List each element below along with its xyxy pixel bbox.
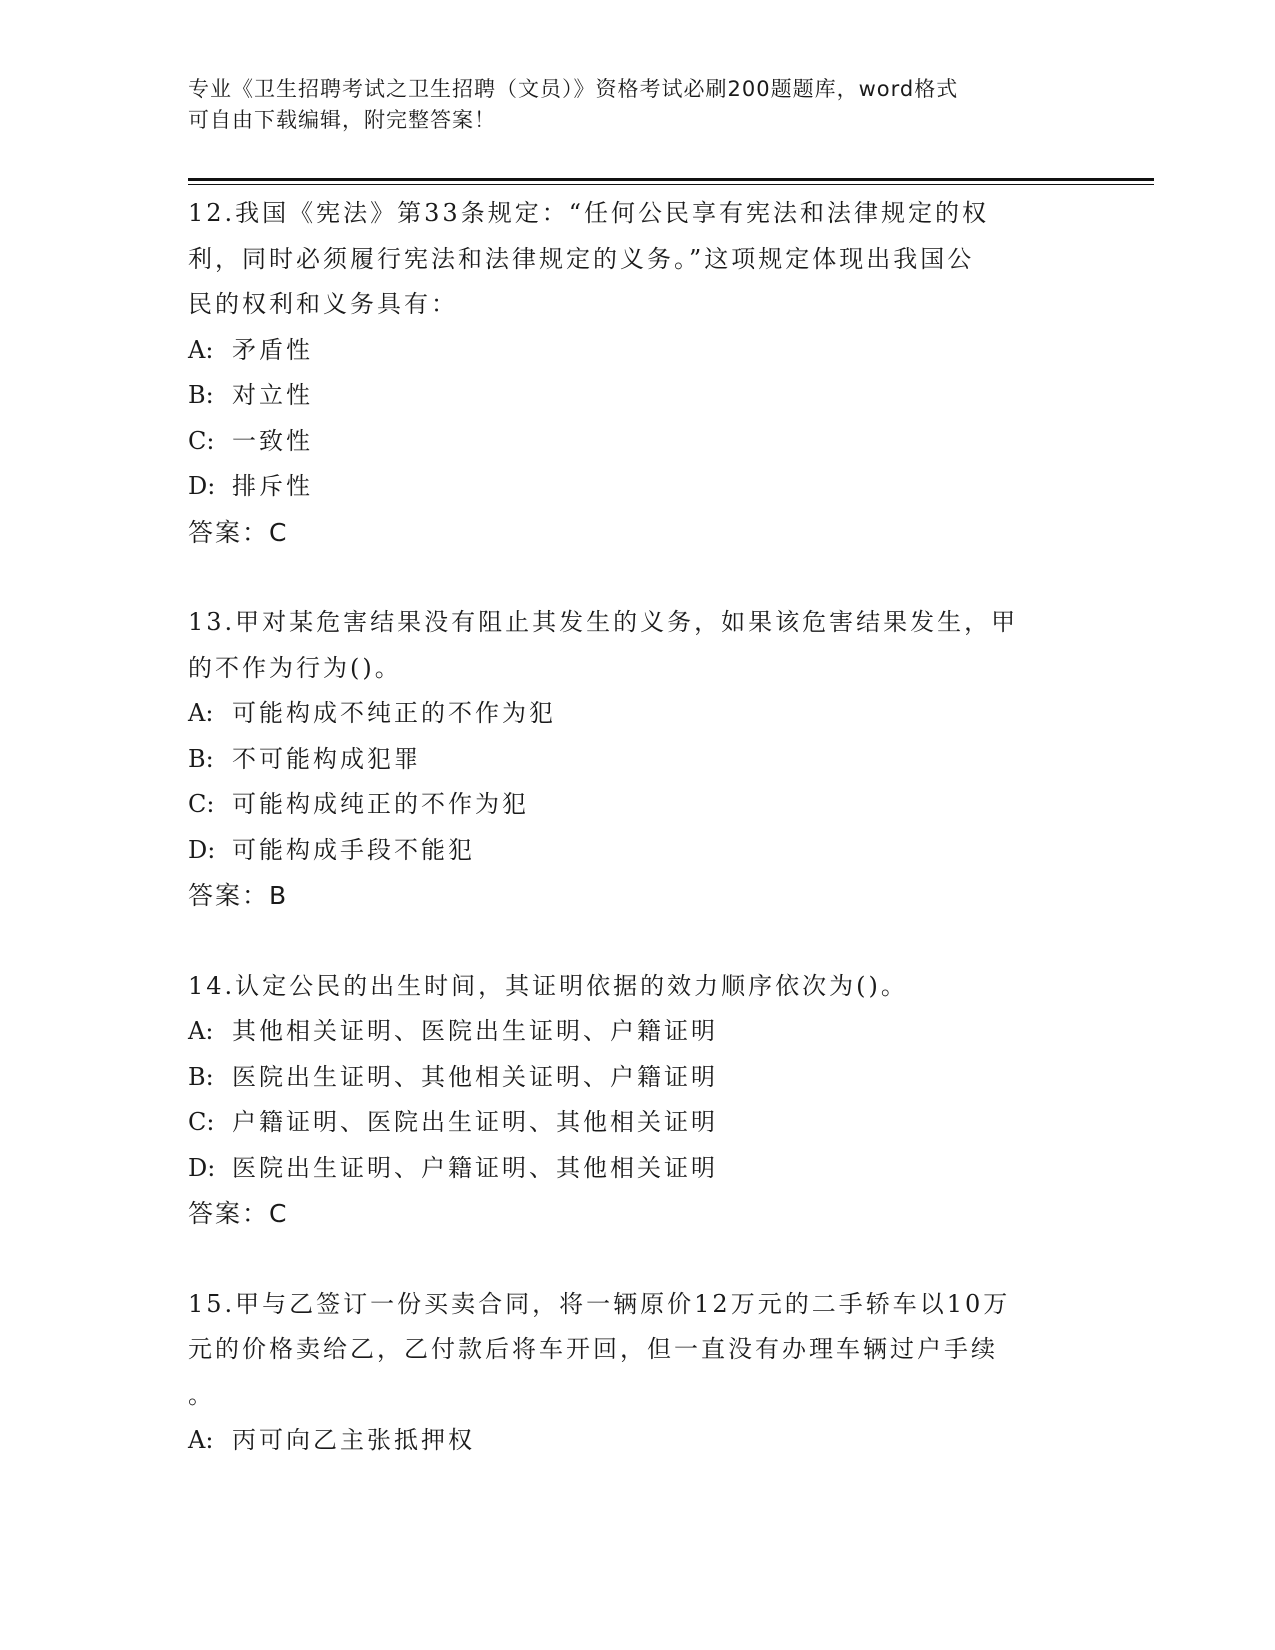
question-stem-line: 14.认定公民的出生时间，其证明依据的效力顺序依次为()。	[188, 971, 908, 1000]
option-label: C:	[188, 426, 215, 455]
option-label: D:	[188, 472, 216, 500]
option-label: A:	[188, 699, 214, 727]
document-header	[188, 74, 1088, 136]
option-item	[188, 419, 1088, 465]
question-stem-line: 12.我国《宪法》第33条规定：“任何公民享有宪法和法律规定的权	[188, 199, 989, 227]
option-label: C:	[188, 790, 215, 818]
option-item	[188, 373, 1088, 419]
option-text: 排斥性	[232, 472, 313, 500]
header-rule-thick	[188, 178, 1154, 181]
option-label: A:	[188, 1017, 214, 1045]
question-stem-line: 利，同时必须履行宪法和法律规定的义务。”这项规定体现出我国公	[188, 244, 975, 273]
option-text: 一致性	[232, 426, 313, 455]
option-text: 丙可向乙主张抵押权	[232, 1426, 475, 1454]
option-label: B:	[188, 381, 214, 409]
option-text: 不可能构成犯罪	[232, 744, 421, 773]
question-block	[188, 191, 1088, 555]
question-block	[188, 600, 1088, 919]
option-item	[188, 328, 1088, 374]
question-stem-line: 。	[188, 1380, 215, 1409]
option-text: 医院出生证明、户籍证明、其他相关证明	[232, 1153, 718, 1182]
option-item	[188, 737, 1088, 783]
option-item	[188, 1009, 1088, 1055]
option-text: 可能构成手段不能犯	[232, 835, 475, 864]
question-list	[188, 191, 1088, 1464]
option-text: 其他相关证明、医院出生证明、户籍证明	[232, 1017, 718, 1045]
option-item	[188, 782, 1088, 828]
header-line-2: 可自由下载编辑，附完整答案！	[188, 108, 496, 132]
option-item	[188, 1418, 1088, 1464]
question-spacer	[188, 919, 1088, 964]
answer-line: 答案：C	[188, 517, 289, 547]
question-stem-line: 13.甲对某危害结果没有阻止其发生的义务，如果该危害结果发生，甲	[188, 608, 1019, 636]
option-item	[188, 691, 1088, 737]
option-text: 可能构成纯正的不作为犯	[232, 790, 529, 818]
question-spacer	[188, 555, 1088, 600]
answer-line: 答案：B	[188, 881, 289, 910]
question-stem-line: 民的权利和义务具有：	[188, 290, 458, 318]
option-label: B:	[188, 744, 214, 773]
option-label: A:	[188, 335, 214, 364]
option-item	[188, 464, 1088, 510]
option-item	[188, 1055, 1088, 1101]
header-line-1: 专业《卫生招聘考试之卫生招聘（文员）》资格考试必刷200题题库，word格式	[188, 77, 959, 101]
option-text: 矛盾性	[232, 335, 313, 364]
option-item	[188, 828, 1088, 874]
answer-line: 答案：C	[188, 1199, 289, 1228]
option-label: D:	[188, 835, 216, 864]
option-label: A:	[188, 1426, 214, 1454]
question-stem-line: 元的价格卖给乙，乙付款后将车开回，但一直没有办理车辆过户手续	[188, 1335, 998, 1363]
option-label: D:	[188, 1153, 216, 1182]
question-stem-line: 的不作为行为()。	[188, 653, 402, 682]
option-item	[188, 1100, 1088, 1146]
option-label: B:	[188, 1062, 214, 1091]
question-block	[188, 1282, 1088, 1464]
option-text: 对立性	[232, 381, 313, 409]
option-text: 医院出生证明、其他相关证明、户籍证明	[232, 1062, 718, 1091]
option-text: 可能构成不纯正的不作为犯	[232, 699, 556, 727]
option-text: 户籍证明、医院出生证明、其他相关证明	[232, 1108, 718, 1136]
option-label: C:	[188, 1108, 215, 1136]
header-rule-thin	[188, 184, 1154, 185]
question-block	[188, 964, 1088, 1237]
question-stem-line: 15.甲与乙签订一份买卖合同，将一辆原价12万元的二手轿车以10万	[188, 1289, 1011, 1318]
option-item	[188, 1146, 1088, 1192]
question-spacer	[188, 1237, 1088, 1282]
